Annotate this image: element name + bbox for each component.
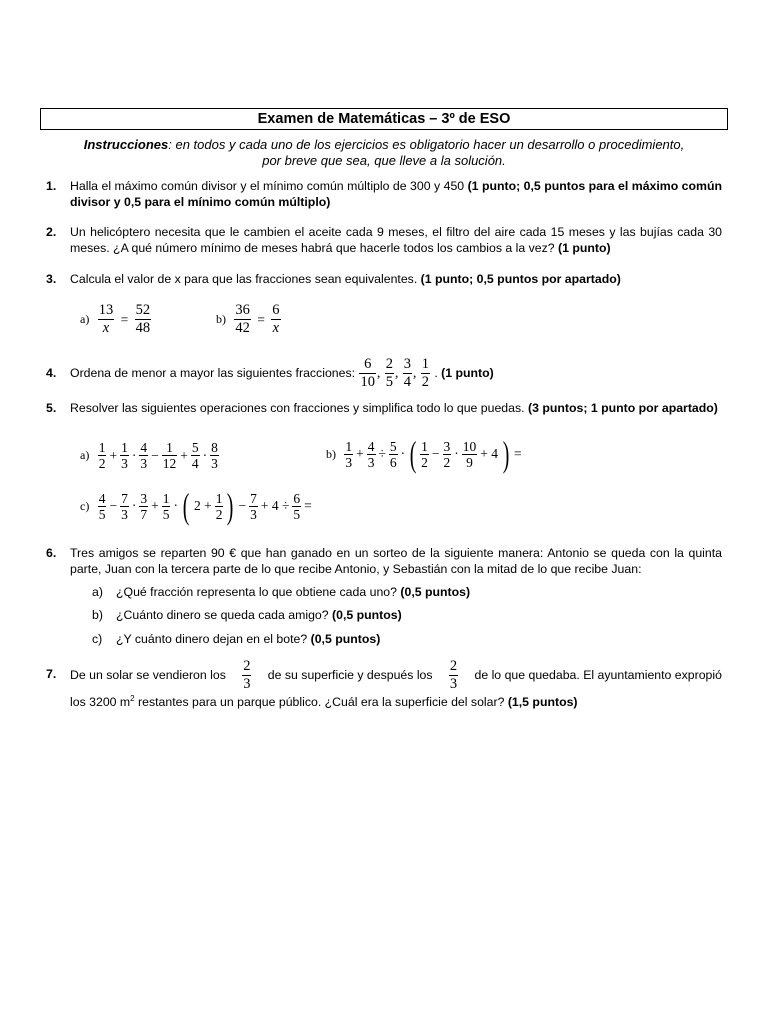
fraction: $\frac{2}{5}$	[385, 356, 393, 391]
fraction: $\frac{3}{4}$	[403, 356, 411, 391]
item-label: a)	[80, 448, 90, 462]
question-points: (1,5 puntos)	[507, 695, 578, 709]
fraction: 2 3	[449, 657, 458, 692]
question-number: 7.	[46, 667, 57, 681]
question-text: de lo que quedaba. El ayuntamiento expropió	[474, 668, 722, 682]
superscript: 2	[130, 693, 135, 703]
item-points: (0,5 puntos)	[310, 632, 381, 646]
question-number: 4.	[46, 366, 57, 380]
instructions-text-2: por breve que sea, que lleve a la solución.	[262, 153, 506, 168]
item-points: (0,5 puntos)	[400, 585, 471, 599]
question-points: (1 punto; 0,5 puntos para el máximo común divisor y 0,5 para el mínimo común múltiplo)	[70, 179, 722, 209]
question-text: Tres amigos se reparten 90 € que han ganado en un sorteo de la siguiente manera: Antonio se queda con la quinta parte, Juan con la tercera parte de lo que recibe Antonio, y Sebastián con la mitad de lo que recibe Juan:	[70, 546, 722, 576]
question-7	[46, 658, 722, 710]
fraction: $\frac{13}{x}$	[98, 302, 114, 336]
fraction: 2 3	[243, 657, 251, 692]
q6-sub-b	[92, 607, 402, 623]
question-text: Un helicóptero necesita que le cambien el aceite cada 9 meses, el filtro del aire cada 15 meses y las bujías cada 30 meses. ¿A qué número mínimo de meses habrá que hacerle todos los cambios a la vez?	[70, 225, 722, 255]
item-label: c)	[80, 498, 90, 513]
instructions-text: : en todos y cada uno de los ejercicios es obligatorio hacer un desarrollo o procedimiento,	[168, 137, 685, 152]
question-points: (1 punto)	[441, 366, 494, 380]
question-text: de su superficie y después los	[267, 668, 433, 682]
question-number: 1.	[46, 179, 57, 193]
item-text: ¿Y cuánto dinero dejan en el bote?	[116, 632, 311, 646]
question-3	[46, 271, 722, 287]
question-text: los 3200 m	[70, 695, 131, 709]
question-number: 6.	[46, 546, 57, 560]
question-1	[46, 178, 722, 210]
question-6	[46, 545, 722, 577]
fraction: $\frac{6}{10}$	[360, 356, 375, 391]
q5-item-c: c) $\frac{4}{5}$ − $\frac{7}{3}$ · $\frac{3}{7}$ + $\frac{1}{5}$ · ( 2 + $\frac{1}{2}$ ) − $\frac{7}{3}$ + 4 ÷ $\frac{6}{5}$ =	[80, 486, 312, 526]
item-label: c)	[92, 632, 103, 646]
item-label: b)	[216, 312, 226, 326]
q3-item-b	[216, 302, 282, 337]
exam-title: Examen de Matemáticas – 3º de ESO	[40, 108, 728, 130]
fraction: $\frac{6}{x}$	[272, 302, 280, 336]
question-5	[46, 400, 722, 416]
item-text: ¿Cuánto dinero se queda cada amigo?	[116, 608, 333, 622]
question-4: 4. Ordena de menor a mayor las siguientes fracciones: $\frac{6}{10}$ , $\frac{2}{5}$ , $\frac{3}{4}$ , $\frac{1}{2}$ . (1 punto)	[46, 354, 722, 392]
item-label: a)	[80, 312, 90, 326]
question-number: 2.	[46, 225, 57, 239]
q3-item-a	[80, 302, 152, 337]
fraction: $\frac{36}{42}$	[235, 302, 250, 336]
fraction: $\frac{1}{2}$	[421, 356, 429, 391]
instructions-label: Instrucciones	[83, 137, 169, 152]
item-text: ¿Qué fracción representa lo que obtiene cada uno?	[116, 585, 401, 599]
question-text: Resolver las siguientes operaciones con fracciones y simplifica todo lo que puedas.	[70, 401, 528, 415]
question-points: (1 punto)	[558, 241, 611, 255]
question-points: (1 punto; 0,5 puntos por apartado)	[420, 272, 621, 286]
item-points: (0,5 puntos)	[332, 608, 402, 622]
instructions	[40, 137, 728, 169]
question-2	[46, 224, 722, 256]
q5-item-b: b) $\frac{1}{3}$ + $\frac{4}{3}$ ÷ $\frac{5}{6}$ · ( $\frac{1}{2}$ − $\frac{3}{2}$ · $\frac{10}{9}$ + 4 ) =	[326, 434, 522, 474]
question-number: 3.	[46, 272, 57, 286]
fraction: $\frac{52}{48}$	[135, 302, 151, 336]
question-text: Ordena de menor a mayor las siguientes fracciones:	[70, 366, 359, 380]
q6-sub-a	[92, 584, 470, 600]
item-label: a)	[92, 585, 103, 599]
question-text: De un solar se vendieron los	[70, 668, 226, 682]
question-text: restantes para un parque público. ¿Cuál era la superficie del solar?	[134, 695, 508, 709]
equals-sign: =	[257, 311, 265, 327]
question-points: (3 puntos; 1 punto por apartado)	[527, 401, 718, 415]
question-text: Calcula el valor de x para que las fracciones sean equivalentes.	[70, 272, 421, 286]
equals-sign: =	[120, 311, 129, 327]
item-label: b)	[92, 608, 103, 622]
fraction-list: $\frac{6}{10}$ , $\frac{2}{5}$ , $\frac{3}{4}$ , $\frac{1}{2}$	[360, 356, 429, 391]
q6-sub-c	[92, 631, 380, 647]
question-text: Halla el máximo común divisor y el mínimo común múltiplo de 300 y 450	[70, 179, 468, 193]
question-number: 5.	[46, 401, 57, 415]
item-label: b)	[326, 446, 336, 461]
q5-item-a: a) $\frac{1}{2}$ + $\frac{1}{3}$ · $\frac{4}{3}$ − $\frac{1}{12}$ + $\frac{5}{4}$ · $\frac{8}{3}$	[80, 440, 218, 471]
